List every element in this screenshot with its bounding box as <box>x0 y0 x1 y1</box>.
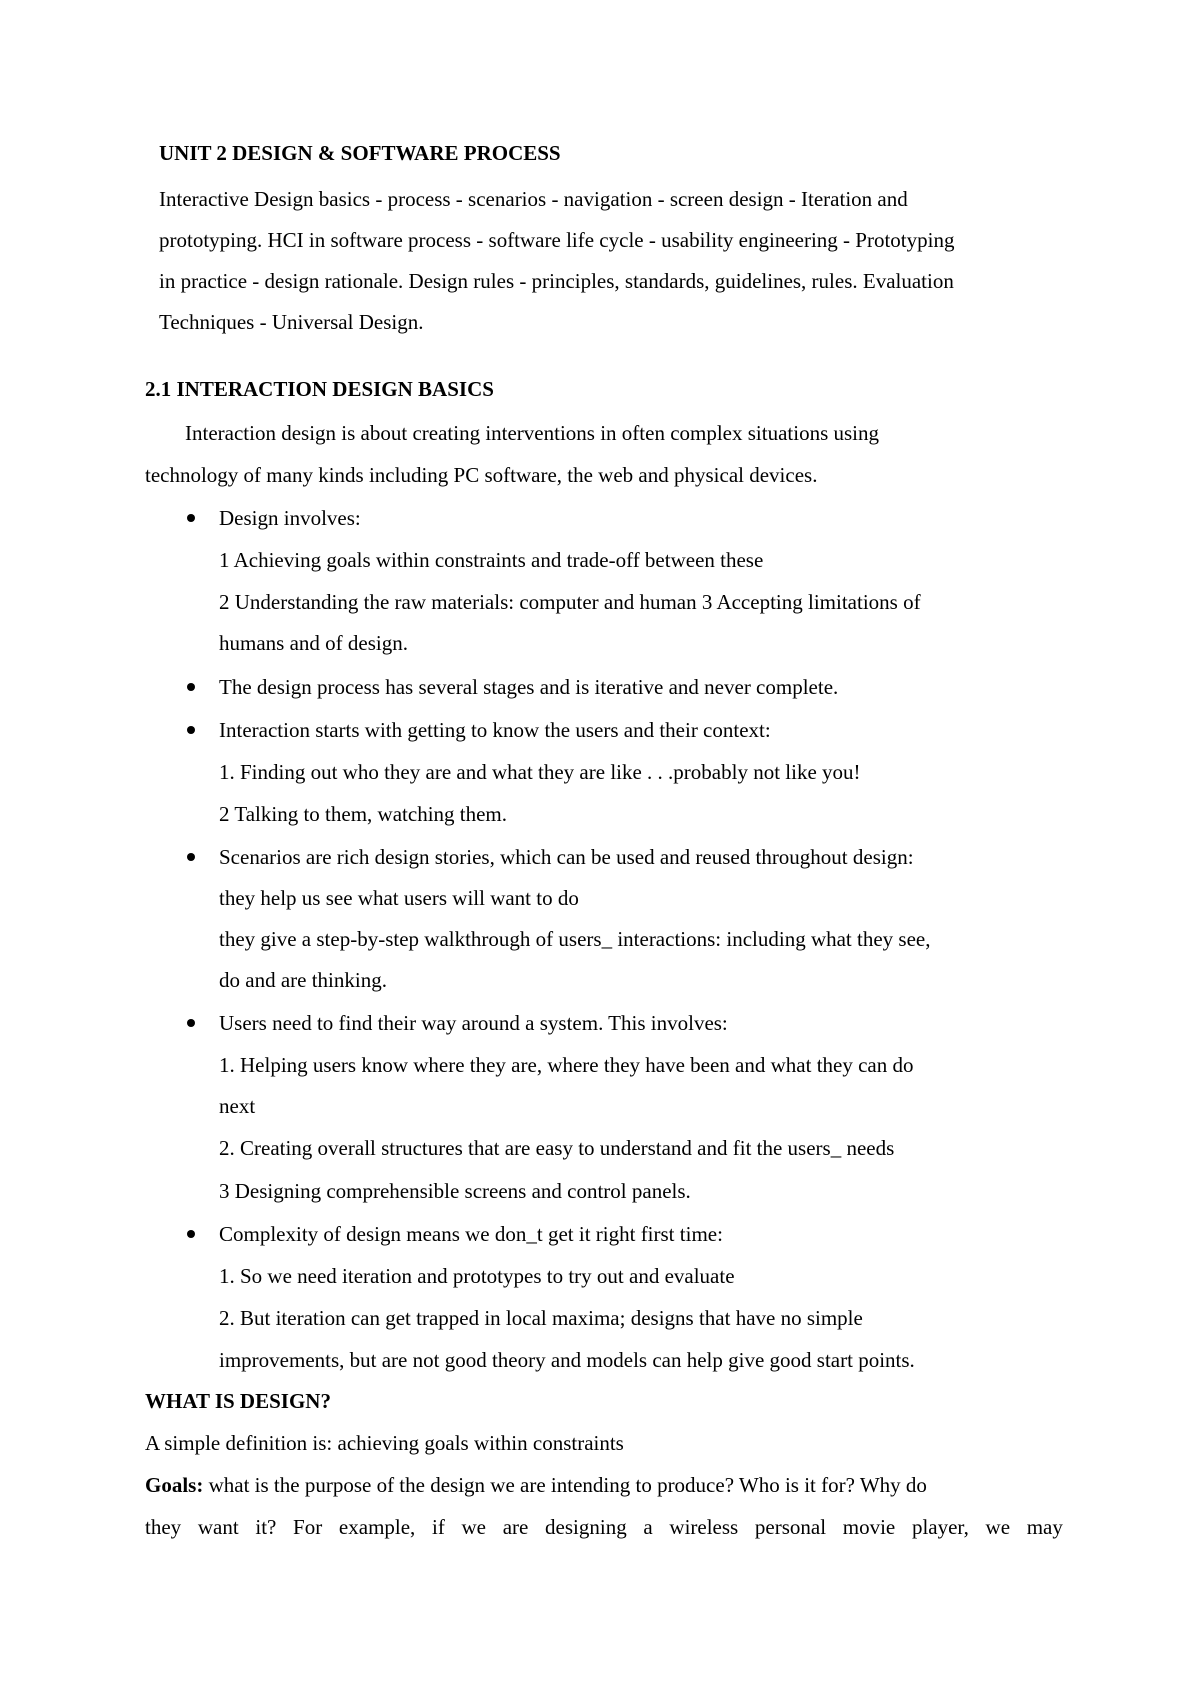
goals-line-2-word: we <box>985 1515 1011 1539</box>
intro-line-3: in practice - design rationale. Design rules - principles, standards, guidelines, rules. Evaluation <box>159 269 954 293</box>
bullet-1-sub-1: 1 Achieving goals within constraints and trade-off between these <box>219 548 764 572</box>
bullet-marker <box>187 683 195 691</box>
bullet-4-sub-3: do and are thinking. <box>219 968 387 992</box>
intro-line-1-text: Interactive Design basics - process - scenarios - navigation - screen design - Iteration and <box>159 187 908 211</box>
bullet-marker <box>187 514 195 522</box>
goals-line-2-word: we <box>461 1515 487 1539</box>
intro-line-4: Techniques - Universal Design. <box>159 310 424 334</box>
bullet-4-text: Scenarios are rich design stories, which can be used and reused throughout design: <box>219 845 914 869</box>
goals-line-2-word: movie <box>842 1515 896 1539</box>
bullet-3-text: Interaction starts with getting to know the users and their context: <box>219 718 771 742</box>
section-heading: 2.1 INTERACTION DESIGN BASICS <box>145 377 494 401</box>
bullet-3-sub-1: 1. Finding out who they are and what they are like . . .probably not like you! <box>219 760 861 784</box>
bullet-5-sub-1: 1. Helping users know where they are, where they have been and what they can do <box>219 1053 914 1077</box>
unit-heading: UNIT 2 DESIGN & SOFTWARE PROCESS <box>159 141 561 165</box>
bullet-marker <box>187 726 195 734</box>
goals-line-1 <box>145 1472 927 1498</box>
goals-label: Goals: <box>145 1473 204 1497</box>
bullet-4-sub-1: they help us see what users will want to do <box>219 886 579 910</box>
bullet-5-sub-4: 3 Designing comprehensible screens and control panels. <box>219 1179 691 1203</box>
goals-line-2-word: example, <box>338 1515 416 1539</box>
goals-line-2-word: if <box>432 1515 445 1539</box>
bullet-marker <box>187 1019 195 1027</box>
goals-line-2-word: wireless <box>669 1515 739 1539</box>
intro-line-2: prototyping. HCI in software process - software life cycle - usability engineering - Prototyping <box>159 228 955 252</box>
goals-line-2-word: For <box>293 1515 323 1539</box>
section-intro-line-2: technology of many kinds including PC software, the web and physical devices. <box>145 463 818 487</box>
bullet-5-sub-2: next <box>219 1094 256 1118</box>
bullet-5-sub-3: 2. Creating overall structures that are easy to understand and fit the users_ needs <box>219 1136 895 1160</box>
goals-line-2-word: personal <box>754 1515 827 1539</box>
goals-line-2-word: a <box>643 1515 653 1539</box>
bullet-marker <box>187 853 195 861</box>
bullet-3-sub-2: 2 Talking to them, watching them. <box>219 802 508 826</box>
bullet-1-sub-2: 2 Understanding the raw materials: computer and human 3 Accepting limitations of <box>219 590 921 614</box>
bullet-1-sub-3: humans and of design. <box>219 631 408 655</box>
bullet-6-sub-2: 2. But iteration can get trapped in local maxima; designs that have no simple <box>219 1306 863 1330</box>
bullet-6-text: Complexity of design means we don_t get it right first time: <box>219 1222 723 1246</box>
bullet-1-text: Design involves: <box>219 506 361 530</box>
goals-line-1-text: what is the purpose of the design we are intending to produce? Who is it for? Why do <box>203 1473 927 1497</box>
bullet-2-text: The design process has several stages and is iterative and never complete. <box>219 675 839 699</box>
goals-line-2-word: it? <box>255 1515 277 1539</box>
goals-line-2-word: they <box>145 1515 182 1539</box>
goals-line-2-word: may <box>1026 1515 1063 1539</box>
definition-line: A simple definition is: achieving goals within constraints <box>145 1431 624 1455</box>
goals-line-2 <box>145 1514 1063 1540</box>
section-intro-line-1: Interaction design is about creating interventions in often complex situations using <box>185 421 880 445</box>
bullet-6-sub-1: 1. So we need iteration and prototypes to try out and evaluate <box>219 1264 735 1288</box>
goals-line-2-word: designing <box>545 1515 627 1539</box>
bullet-marker <box>187 1230 195 1238</box>
intro-line-1 <box>159 186 1063 212</box>
bullet-5-text: Users need to find their way around a system. This involves: <box>219 1011 728 1035</box>
goals-line-2-word: are <box>502 1515 529 1539</box>
goals-line-2-word: player, <box>911 1515 969 1539</box>
goals-line-2-word: want <box>197 1515 239 1539</box>
bullet-4-sub-2: they give a step-by-step walkthrough of users_ interactions: including what they see, <box>219 927 931 951</box>
bullet-6-sub-3: improvements, but are not good theory and models can help give good start points. <box>219 1348 915 1372</box>
what-is-design-heading: WHAT IS DESIGN? <box>145 1389 331 1413</box>
